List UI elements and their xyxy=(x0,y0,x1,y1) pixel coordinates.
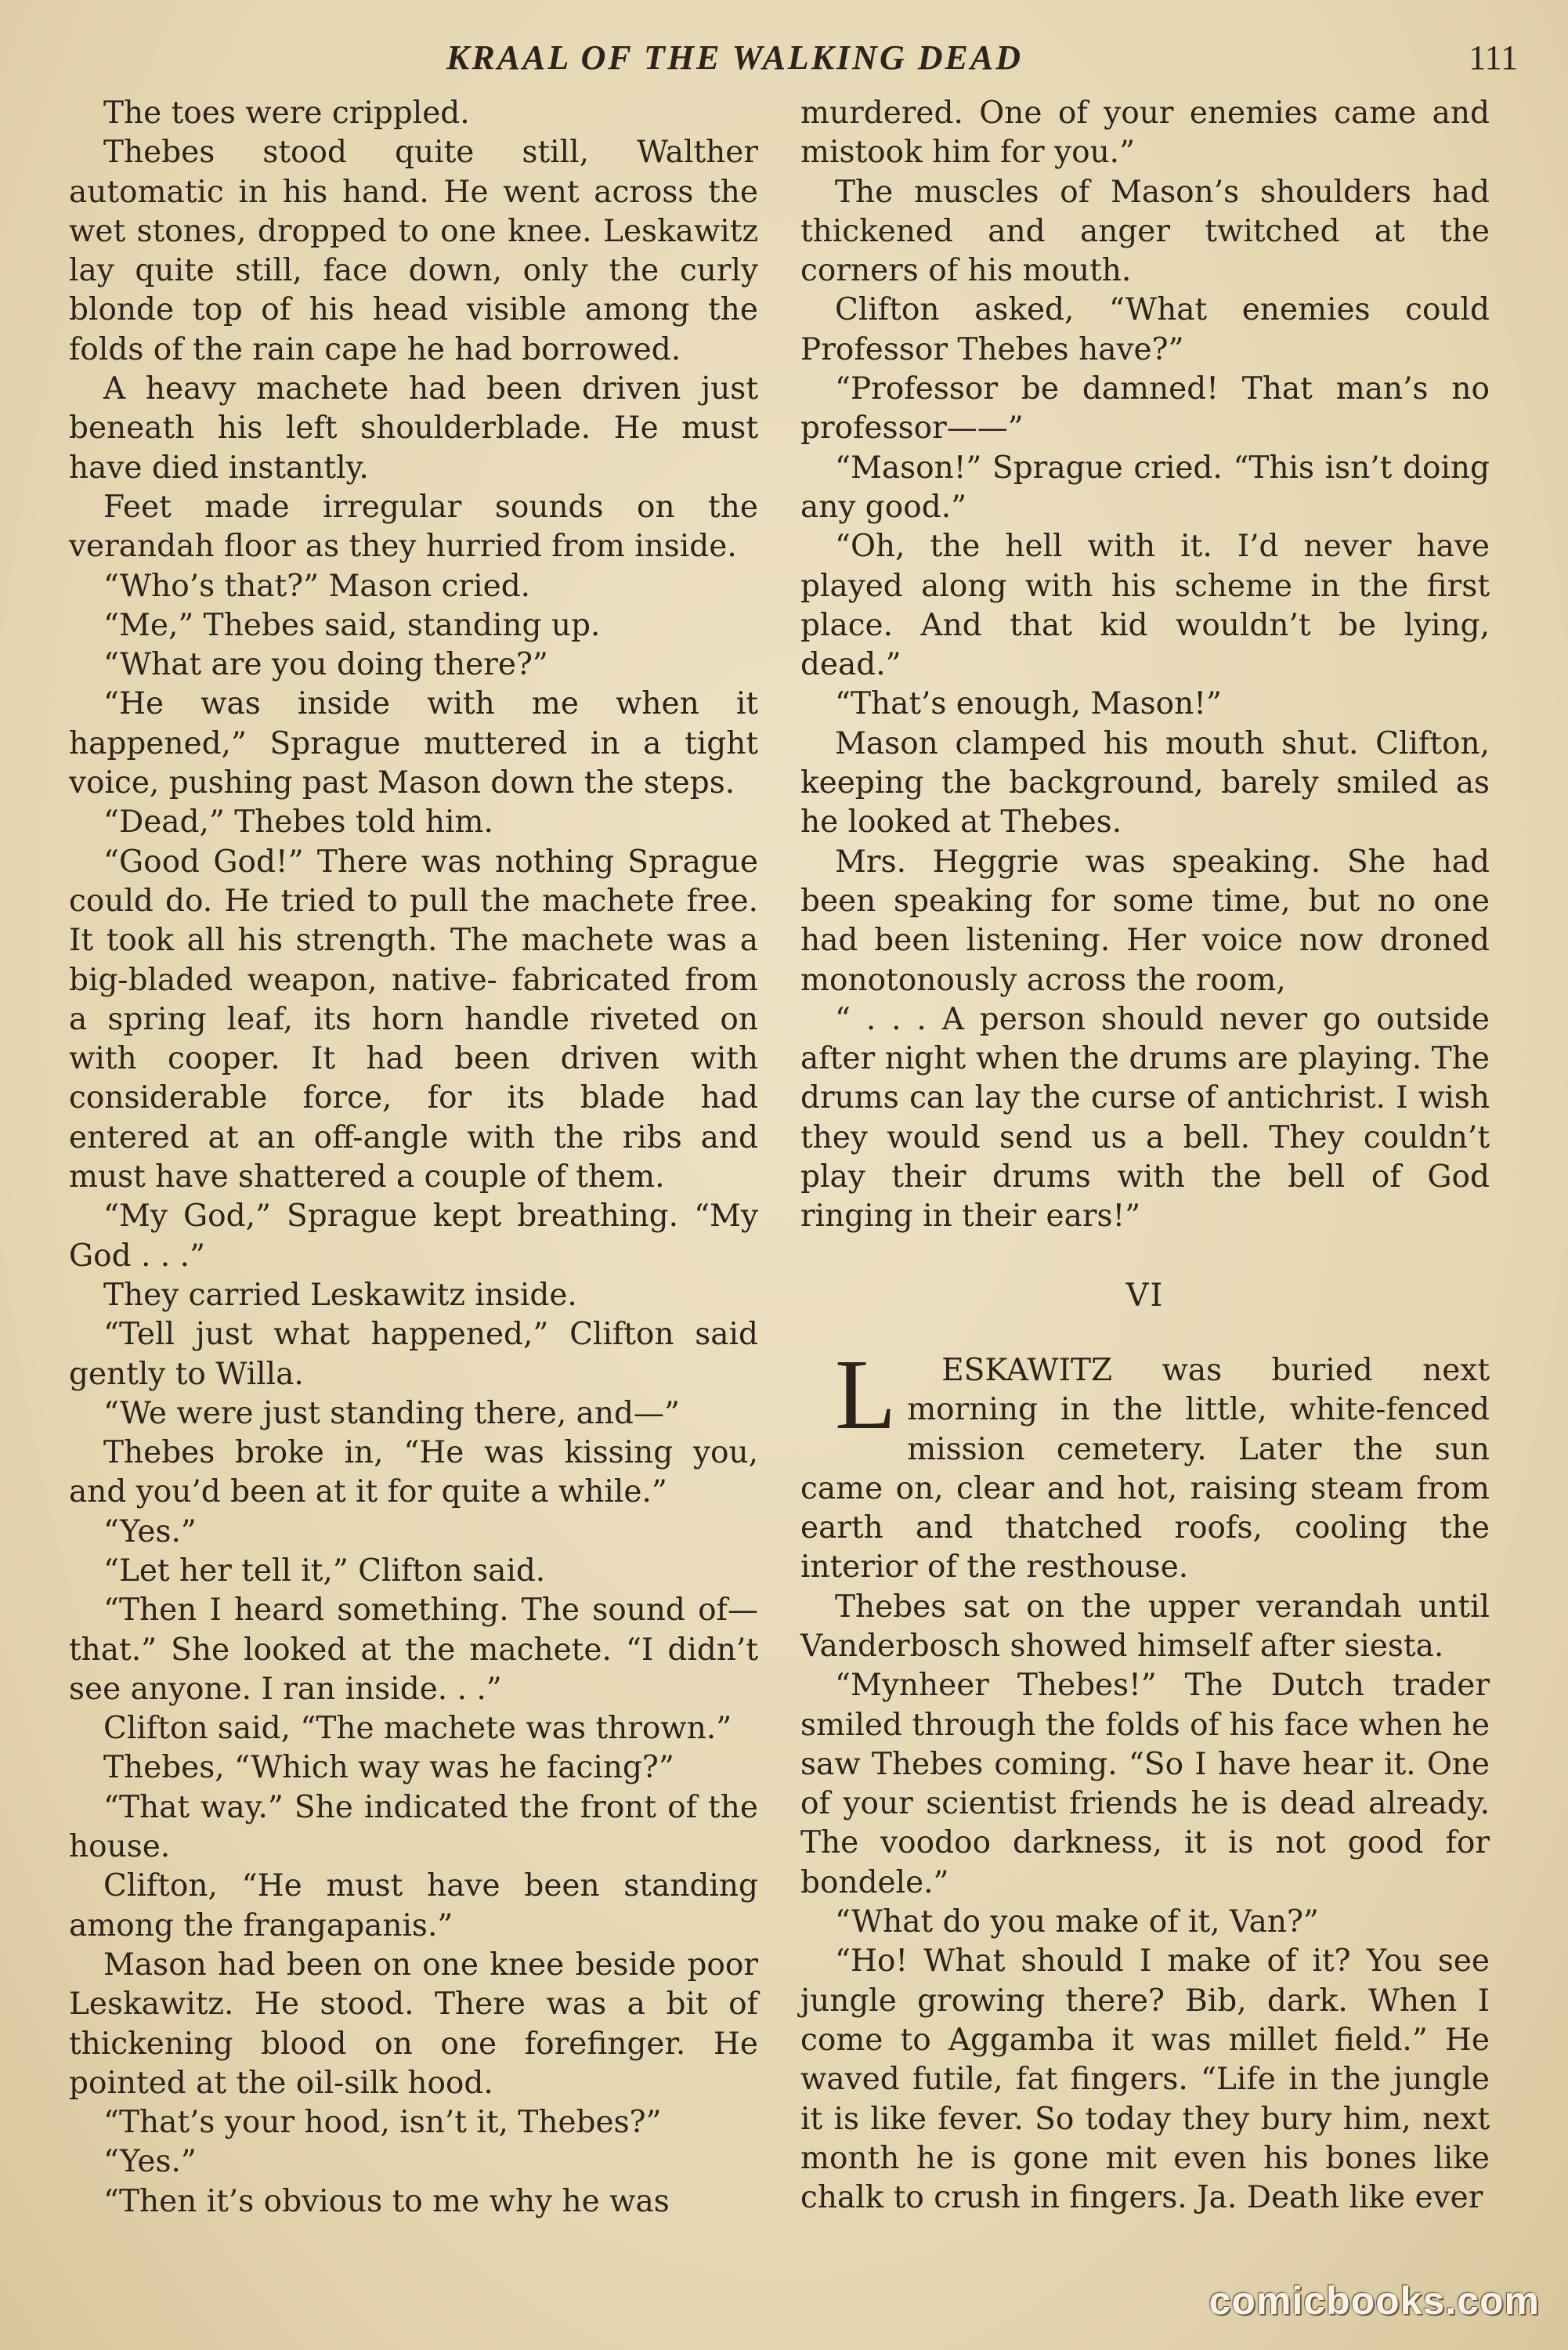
page-number: 111 xyxy=(1469,38,1518,77)
paragraph: “We were just standing there, and—” xyxy=(103,1395,680,1431)
paragraph: “Yes.” xyxy=(103,2144,197,2180)
paragraph: A heavy machete had been driven just beneath his left shoulderblade. He must have died instantly. xyxy=(69,371,758,486)
paragraph: Clifton asked, “What enemies could Professor Thebes have?” xyxy=(800,292,1490,367)
paragraph: “Good God!” There was nothing Sprague could do. He tried to pull the machete free. It took all his strength. The machete was a big-bladed weapon, native- fabricated from a spring leaf, its horn handle riveted on with cooper. It had been driven with considerable force, for its blade had entered at an off-angle with the ribs and must have shattered a couple of them. xyxy=(69,844,758,1195)
paragraph: Clifton, “He must have been standing among the frangapanis.” xyxy=(69,1868,758,1943)
paragraph: “Dead,” Thebes told him. xyxy=(103,804,493,841)
section-heading: VI xyxy=(1125,1277,1165,1314)
paragraph: “Who’s that?” Mason cried. xyxy=(103,568,531,604)
paragraph: Thebes broke in, “He was kissing you, and you’d been at it for quite a while.” xyxy=(69,1435,758,1510)
paragraph: “Ho! What should I make of it? You see jungle growing there? Bib, dark. When I come to Aggamba it was millet field.” He waved futile, fat fingers. “Life in the jungle it is like fever. So today they bury him, next month he is gone mit even his bones like chalk to crush in fingers. Ja. Death like ever xyxy=(800,1943,1490,2216)
paragraph: Mrs. Heggrie was speaking. She had been speaking for some time, but no one had been listening. Her voice now droned monotonously across the room, xyxy=(800,844,1490,998)
paragraph: Feet made irregular sounds on the verandah floor as they hurried from inside. xyxy=(69,489,758,565)
paragraph: Mason clamped his mouth shut. Clifton, keeping the background, barely smiled as he looked at Thebes. xyxy=(800,725,1490,841)
paragraph: Thebes sat on the upper verandah until Vanderbosch showed himself after siesta. xyxy=(800,1589,1490,1664)
paragraph: Mason had been on one knee beside poor Leskawitz. He stood. There was a bit of thickening blood on one forefinger. He pointed at the oil-silk hood. xyxy=(69,1947,758,2101)
paragraph: The muscles of Mason’s shoulders had thickened and anger twitched at the corners of his mouth. xyxy=(800,174,1490,289)
right-column-upper xyxy=(800,94,1490,1237)
paragraph: They carried Leskawitz inside. xyxy=(103,1277,577,1313)
paragraph: “Me,” Thebes said, standing up. xyxy=(103,607,601,643)
paragraph: “My God,” Sprague kept breathing. “My God . . .” xyxy=(69,1198,758,1274)
paragraph: “Then I heard something. The sound of—that.” She looked at the machete. “I didn’t see anyone. I ran inside. . .” xyxy=(69,1593,758,1707)
right-column xyxy=(800,94,1490,2218)
paragraph: “ . . . A person should never go outside after night when the drums are playing. The drums can lay the curse of antichrist. I wish they would send us a bell. They couldn’t play their drums with the bell of God ringing in their ears!” xyxy=(800,1001,1490,1235)
dropcap-paragraph xyxy=(800,1338,1490,1588)
paragraph: “Mynheer Thebes!” The Dutch trader smiled through the folds of his face when he saw Thebes coming. “So I have hear it. One of your scientist friends he is dead already. The voodoo darkness, it is not good for bondele.” xyxy=(800,1668,1490,1900)
paragraph: The toes were crippled. xyxy=(103,96,470,131)
paragraph: “Then it’s obvious to me why he was xyxy=(103,2183,670,2219)
paragraph: “Yes.” xyxy=(103,1513,197,1549)
paragraph: “Let her tell it,” Clifton said. xyxy=(103,1553,546,1589)
paragraph: “That’s enough, Mason!” xyxy=(835,686,1222,722)
watermark: comicbooks.com xyxy=(1209,2279,1540,2323)
paragraph: murdered. One of your enemies came and mistook him for you.” xyxy=(800,96,1490,171)
paragraph: “That’s your hood, isn’t it, Thebes?” xyxy=(103,2105,662,2141)
paragraph: “He was inside with me when it happened,” Sprague muttered in a tight voice, pushing past Mason down the steps. xyxy=(69,686,758,801)
paragraph: Thebes stood quite still, Walther automatic in his hand. He went across the wet stones, dropped to one knee. Leskawitz lay quite still, face down, only the curly blonde top of his head visible among the folds of the rain cape he had borrowed. xyxy=(69,135,758,367)
paragraph: “Oh, the hell with it. I’d never have played along with his scheme in the first place. And that kid wouldn’t be lying, dead.” xyxy=(800,529,1490,683)
dropcap-paragraph-text: ESKAWITZ was buried next morning in the little, white-fenced mission cemetery. Later the sun came on, clear and hot, raising steam from earth and thatched roofs, cooling the interior of the resthouse. xyxy=(800,1352,1490,1585)
running-title: KRAAL OF THE WALKING DEAD xyxy=(446,38,1023,77)
paragraph: “Professor be damned! That man’s no professor——” xyxy=(800,371,1490,446)
drop-cap: L xyxy=(835,1338,897,1450)
left-column xyxy=(69,94,758,2222)
paragraph: “That way.” She indicated the front of the house. xyxy=(69,1789,758,1865)
paragraph: “Tell just what happened,” Clifton said gently to Willa. xyxy=(69,1317,758,1392)
paragraph: Thebes, “Which way was he facing?” xyxy=(103,1750,674,1786)
paragraph: “What are you doing there?” xyxy=(103,647,548,683)
paragraph: “What do you make of it, Van?” xyxy=(835,1904,1319,1940)
page-header xyxy=(0,38,1568,92)
right-column-lower xyxy=(800,1588,1490,2218)
paragraph: “Mason!” Sprague cried. “This isn’t doing any good.” xyxy=(800,450,1490,525)
paragraph: Clifton said, “The machete was thrown.” xyxy=(103,1711,732,1747)
